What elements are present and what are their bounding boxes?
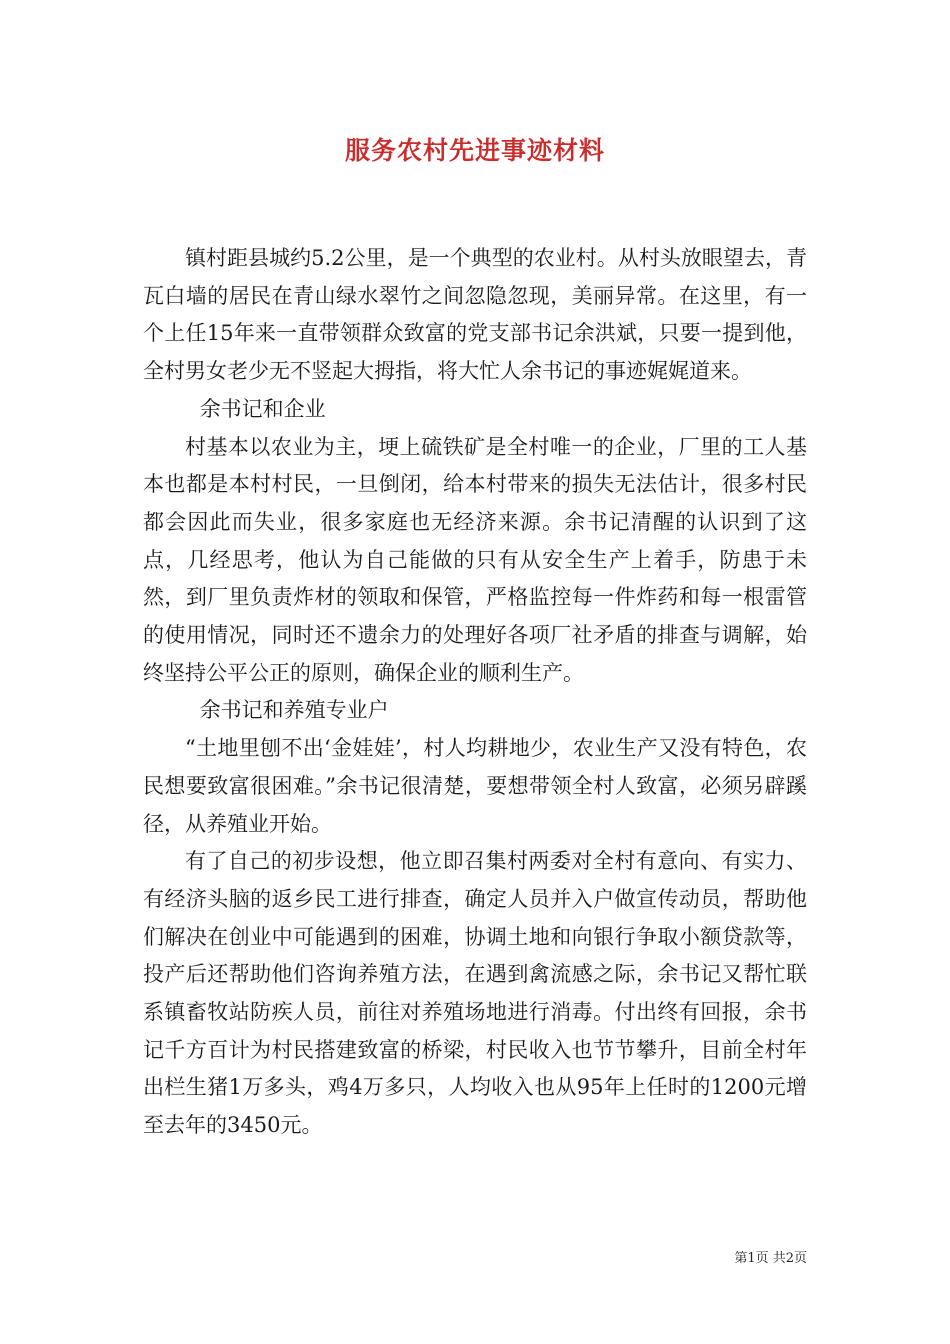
page-number: 第1页 共2页 [734, 1251, 807, 1266]
document-title: 服务农村先进事迹材料 [344, 136, 605, 165]
breeding-quote-paragraph: “土地里刨不出‘金娃娃’，村人均耕地少，农业生产又没有特色，农民想要致富很困难。”余书记很清楚，要想带领全村人致富，必须另辟蹊径，从养殖业开始。 [143, 736, 807, 836]
section-heading-enterprise: 余书记和企业 [199, 396, 326, 421]
document-body [143, 240, 807, 1145]
intro-paragraph: 镇村距县城约5.2公里，是一个典型的农业村。从村头放眼望去，青瓦白墙的居民在青山绿水翠竹之间忽隐忽现，美丽异常。在这里，有一个上任15年来一直带领群众致富的党支部书记余洪斌，只要一提到他，全村男女老少无不竖起大拇指，将大忙人余书记的事迹娓娓道来。 [143, 246, 807, 384]
section-heading-breeding: 余书记和养殖专业户 [199, 698, 389, 723]
breeding-details-paragraph: 有了自己的初步设想，他立即召集村两委对全村有意向、有实力、有经济头脑的返乡民工进行排查，确定人员并入户做宣传动员，帮助他们解决在创业中可能遇到的困难，协调土地和向银行争取小额贷款等，投产后还帮助他们咨询养殖方法，在遇到禽流感之际，余书记又帮忙联系镇畜牧站防疾人员，前往对养殖场地进行消毒。付出终有回报，余书记千方百计为村民搭建致富的桥梁，村民收入也节节攀升，目前全村年出栏生猪1万多头，鸡4万多只，人均收入也从95年上任时的1200元增至去年的3450元。 [143, 849, 807, 1138]
enterprise-paragraph: 村基本以农业为主，埂上硫铁矿是全村唯一的企业，厂里的工人基本也都是本村村民，一旦倒闭，给本村带来的损失无法估计，很多村民都会因此而失业，很多家庭也无经济来源。余书记清醒的认识到了这点，几经思考，他认为自己能做的只有从安全生产上着手，防患于未然，到厂里负责炸材的领取和保管，严格监控每一件炸药和每一根雷管的使用情况，同时还不遗余力的处理好各项厂社矛盾的排查与调解，始终坚持公平公正的原则，确保企业的顺利生产。 [143, 434, 807, 685]
